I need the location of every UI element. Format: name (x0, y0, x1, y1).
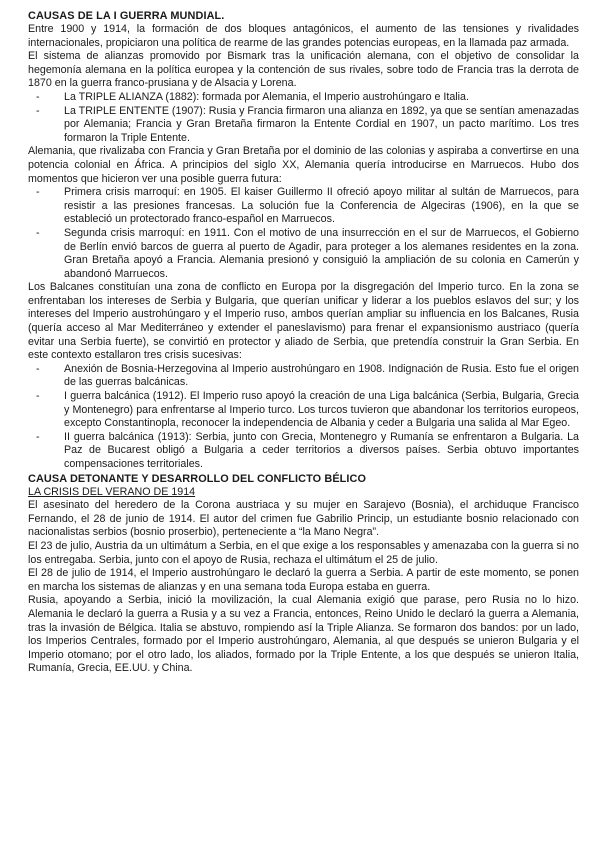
paragraph-declaration: El 28 de julio de 1914, el Imperio austrohúngaro le declaró la guerra a Serbia. A partir de este momento, se ponen en marcha los sistemas de alianzas y en una semana toda Europa estaba en guerra. (28, 567, 579, 593)
subheading-summer-crisis: LA CRISIS DEL VERANO DE 1914 (28, 485, 196, 498)
balkan-crises-list (28, 363, 579, 472)
list-item-second-moroccan-crisis: - Segunda crisis marroquí: en 1911. Con el motivo de una insurrección en el sur de Marruecos, el Gobierno de Berlín envió barcos de guerra al puerto de Agadir, para proteger a los alemanes residentes en la zona. Gran Bretaña apoyó a Francia. Alemania presionó y consiguió la ampliación de su colonia en Camerún y abandonó Marruecos. (56, 227, 579, 281)
morocco-crises-list (28, 186, 579, 281)
paragraph-mobilization: Rusia, apoyando a Serbia, inició la movilización, la cual Alemania exigió que parase, pero Rusia no lo hizo. Alemania le declaró la guerra a Rusia y a su vez a Francia, entonces, Reino Unido le declaró la guerra a Alemania, tras la invasión de Bélgica. Italia se abstuvo, rompiendo así la Triple Alianza. Se formaron dos bandos: por un lado, los Imperios Centrales, formado por el Imperio austrohúngaro, Alemania, al que después se unieron Bulgaria y el Imperio otomano; por el otro lado, los aliados, formado por la Triple Entente, a los que después se unieron Italia, Rumanía, Grecia, EE.UU. y China. (28, 594, 579, 675)
paragraph-alliance-system: El sistema de alianzas promovido por Bismark tras la unificación alemana, con el objetivo de consolidar la hegemonía alemana en la política europea y la contención de sus rivales, sobre todo de Francia tras la derrota de 1870 en la guerra franco-prusiana y de Alsacia y Lorena. (28, 50, 579, 90)
list-item-triple-alliance: - La TRIPLE ALIANZA (1882): formada por Alemania, el Imperio austrohúngaro e Italia. (56, 91, 579, 105)
section-heading-trigger: CAUSA DETONANTE Y DESARROLLO DEL CONFLICTO BÉLICO (28, 472, 367, 485)
alliances-list (28, 91, 579, 145)
paragraph-colonial-rivalry: Alemania, que rivalizaba con Francia y Gran Bretaña por el dominio de las colonias y aspiraba a convertirse en una potencia colonial en África. A principios del siglo XX, Alemania quería introducirse en Marruecos. Hubo dos momentos que hicieron ver una posible guerra futura: (28, 145, 579, 185)
list-item-first-moroccan-crisis: - Primera crisis marroquí: en 1905. El kaiser Guillermo II ofreció apoyo militar al sultán de Marruecos, para resistir a las presiones francesas. La solución fue la Conferencia de Algeciras (1906), en la que se estableció un protectorado franco-español en Marruecos. (56, 186, 579, 227)
list-item-second-balkan-war: - II guerra balcánica (1913): Serbia, junto con Grecia, Montenegro y Rumanía se enfrentaron a Bulgaria. La Paz de Bucarest obligó a Bulgaria a ceder territorios a diversos países. Serbia obtuvo importantes compensaciones territoriales. (56, 431, 579, 472)
list-item-first-balkan-war: - I guerra balcánica (1912). El Imperio ruso apoyó la creación de una Liga balcánica (Serbia, Bulgaria, Grecia y Montenegro) para enfrentarse al Imperio turco. Los turcos tuvieron que abandonar los territorios europeos, excepto Constantinopla, reconocer la independencia de Albania y ceder a Bulgaria una salida al Mar Egeo. (56, 390, 579, 431)
paragraph-balkans: Los Balcanes constituían una zona de conflicto en Europa por la disgregación del Imperio turco. En la zona se enfrentaban los intereses de Serbia y Bulgaria, que querían unificar y liderar a los pueblos eslavos del sur; y los intereses del Imperio austrohúngaro y el Imperio ruso, ambos querían ampliar su influencia en los Balcanes, Rusia (quería acceso al Mar Mediterráneo y extender el paneslavismo) para frenar el expansionismo austriaco (quería evitar una Serbia fuerte), se convirtió en protector y aliado de Serbia, que pretendía construir la Gran Serbia. En este contexto estallaron tres crisis sucesivas: (28, 281, 579, 362)
paragraph-ultimatum: El 23 de julio, Austria da un ultimátum a Serbia, en el que exige a los responsables y amenazaba con la guerra si no los entregaba. Serbia, junto con el apoyo de Rusia, rechaza el ultimátum el 25 de julio. (28, 539, 579, 566)
document-page (28, 9, 579, 676)
list-item-bosnia-annexation: - Anexión de Bosnia-Herzegovina al Imperio austrohúngaro en 1908. Indignación de Rusia. Esto fue el origen de las guerras balcánicas. (56, 363, 579, 390)
list-item-triple-entente: - La TRIPLE ENTENTE (1907): Rusia y Francia firmaron una alianza en 1892, ya que se sentían amenazadas por Alemania; Francia y Gran Bretaña firmaron la Entente Cordial en 1907, un pacto marítimo. Los tres formaron la Triple Entente. (56, 105, 579, 146)
section-heading-causes: CAUSAS DE LA I GUERRA MUNDIAL. (28, 10, 225, 22)
paragraph-armed-peace: Entre 1900 y 1914, la formación de dos bloques antagónicos, el aumento de las tensiones y rivalidades internacionales, propiciaron una política de rearme de las grandes potencias europeas, en la llamada paz armada. (28, 23, 579, 49)
paragraph-sarajevo: El asesinato del heredero de la Corona austriaca y su mujer en Sarajevo (Bosnia), el archiduque Francisco Fernando, el 28 de junio de 1914. El autor del crimen fue Gabrilio Princip, un estudiante bosnio relacionado con nacionalistas serbios (bosnio proserbio), perteneciente a “la Mano Negra”. (28, 499, 579, 539)
